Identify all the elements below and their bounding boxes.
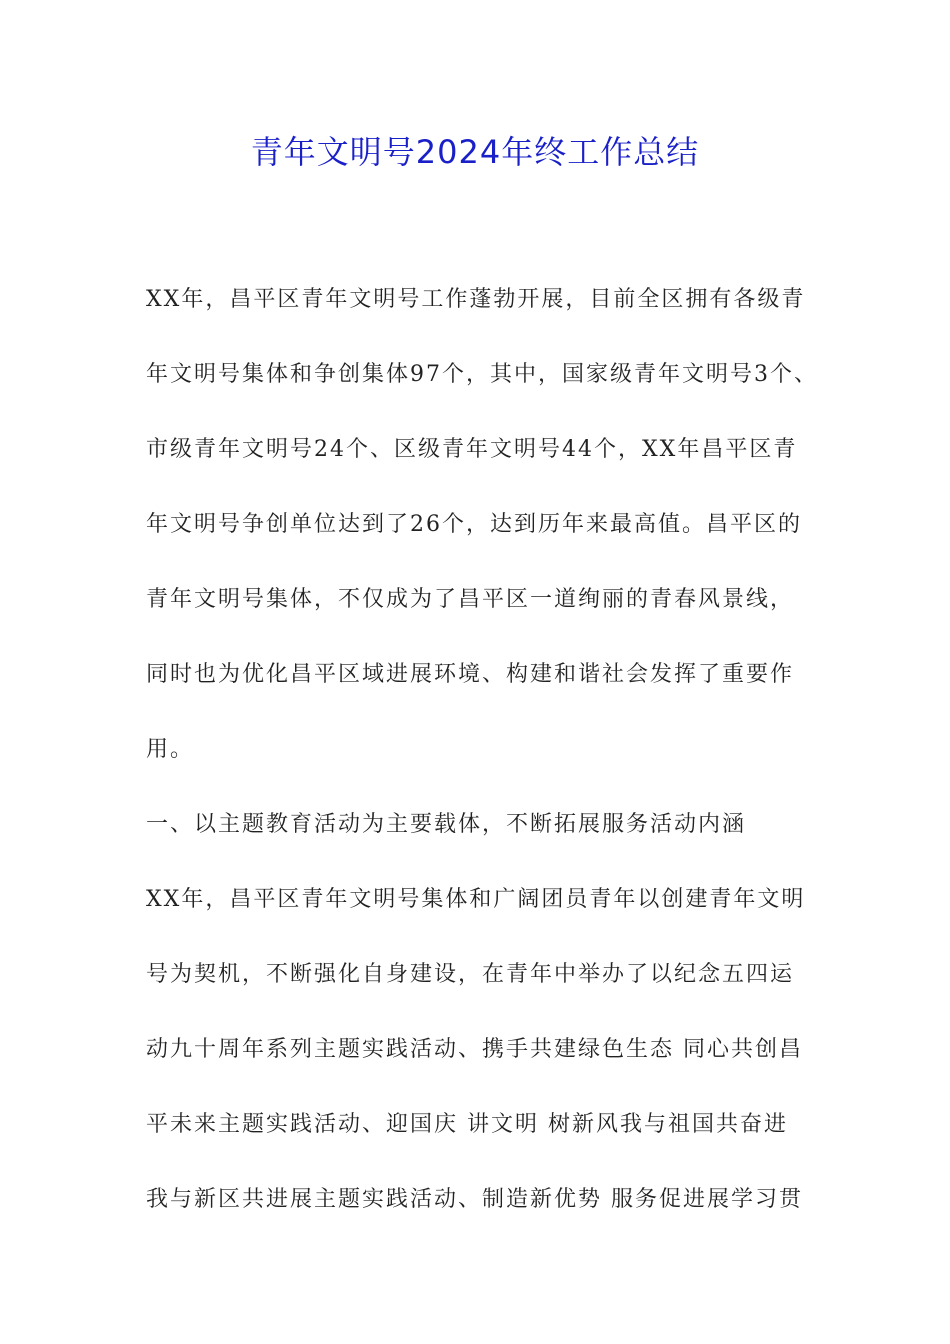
- text-line: XX年，昌平区青年文明号工作蓬勃开展，目前全区拥有各级青: [146, 287, 806, 312]
- text-line: 号为契机，不断强化自身建设，在青年中举办了以纪念五四运: [146, 962, 795, 987]
- text-line: 动九十周年系列主题实践活动、携手共建绿色生态 同心共创昌: [146, 1037, 803, 1062]
- text-line: 市级青年文明号24个、区级青年文明号44个，XX年昌平区青: [146, 437, 798, 462]
- text-line: 青年文明号集体，不仅成为了昌平区一道绚丽的青春风景线，: [146, 587, 795, 612]
- text-line: 年文明号争创单位达到了26个，达到历年来最高值。昌平区的: [146, 512, 802, 537]
- text-line: 平未来主题实践活动、迎国庆 讲文明 树新风我与祖国共奋进: [146, 1112, 788, 1137]
- text-line: 我与新区共进展主题实践活动、制造新优势 服务促进展学习贯: [146, 1187, 803, 1212]
- document-title: 青年文明号2024年终工作总结: [250, 133, 700, 171]
- section-heading: 一、以主题教育活动为主要载体，不断拓展服务活动内涵: [146, 812, 747, 837]
- document-body: [146, 262, 826, 1237]
- text-line: 年文明号集体和争创集体97个，其中，国家级青年文明号3个、: [146, 362, 818, 387]
- text-line: 用。: [146, 737, 195, 762]
- text-line: XX年，昌平区青年文明号集体和广阔团员青年以创建青年文明: [146, 887, 806, 912]
- text-line: 同时也为优化昌平区域进展环境、构建和谐社会发挥了重要作: [146, 662, 795, 687]
